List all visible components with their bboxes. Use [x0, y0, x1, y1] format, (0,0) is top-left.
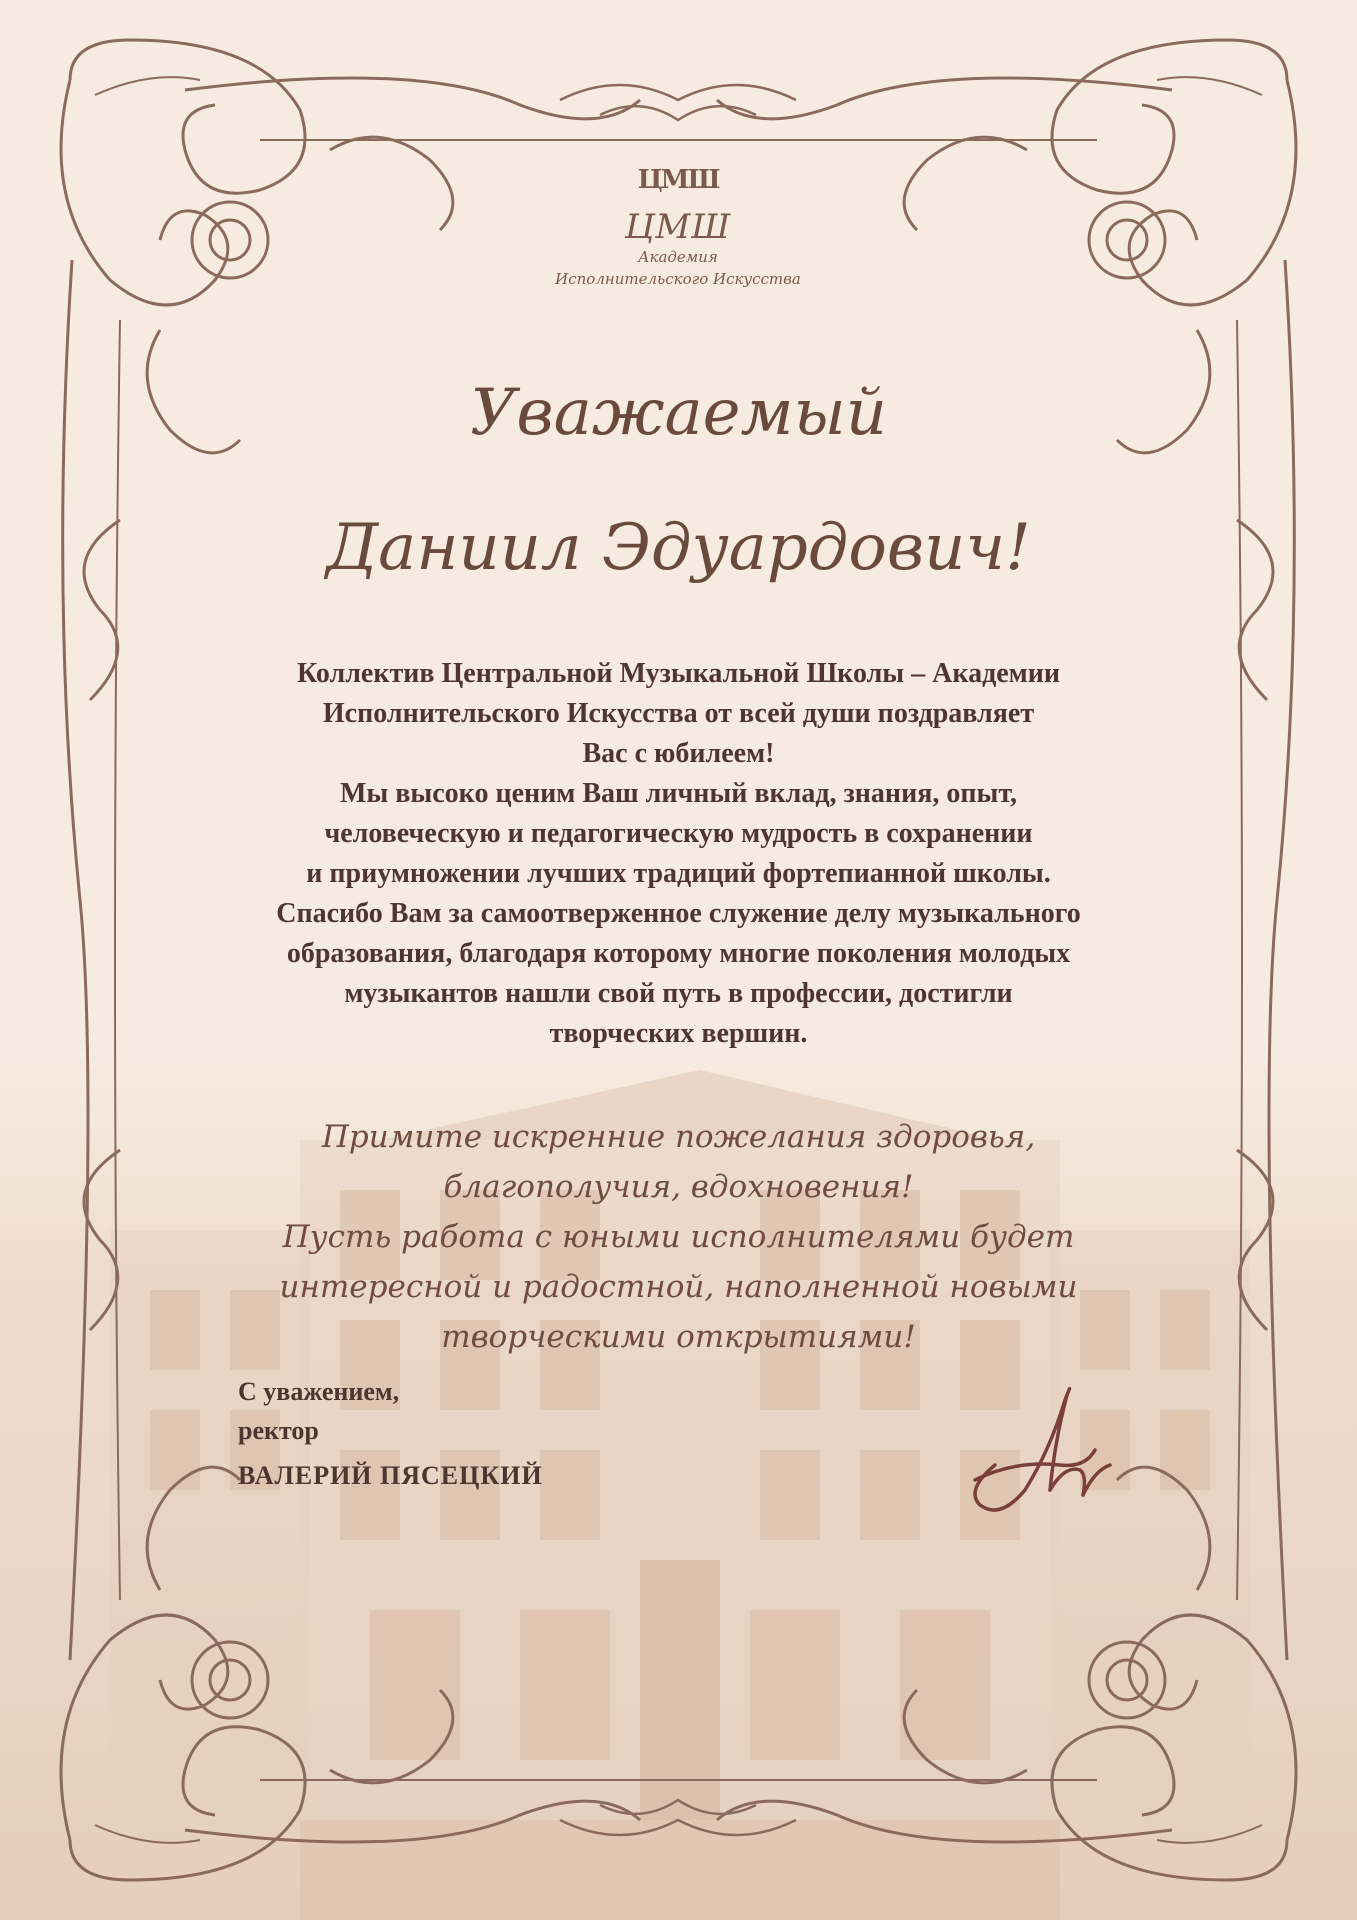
wishes-line: благополучия, вдохновения! [443, 1169, 914, 1205]
wishes-line: Примите искренние пожелания здоровья, [321, 1119, 1036, 1155]
logo-line-1: Академия [638, 248, 718, 266]
wishes-text [200, 1112, 1157, 1362]
body-line: музыкантов нашли свой путь в профессии, достигли [344, 978, 1013, 1009]
signer-name: ВАЛЕРИЙ ПЯСЕЦКИЙ [238, 1461, 543, 1490]
body-line: и приумножении лучших традиций фортепианной школы. [306, 858, 1051, 889]
signature-block [238, 1372, 543, 1495]
body-line: Исполнительского Искусства от всей души поздравляет [322, 698, 1035, 729]
body-line: Вас с юбилеем! [582, 738, 775, 769]
wishes-line: Пусть работа с юными исполнителями будет [282, 1219, 1075, 1255]
wishes-line: творческими открытиями! [441, 1319, 916, 1355]
body-line: образования, благодаря которому многие поколения молодых [286, 938, 1071, 969]
congratulation-text [170, 654, 1187, 1054]
logo-abbreviation: ЦМШ [624, 207, 732, 247]
body-line: Спасибо Вам за самоотверженное служение делу музыкального [276, 898, 1081, 929]
body-line: Коллектив Центральной Музыкальной Школы – Академии [296, 658, 1061, 689]
regards-text: С уважением, [238, 1377, 400, 1406]
body-line: творческих вершин. [549, 1018, 808, 1049]
logo-line-2: Исполнительского Искусства [555, 270, 801, 288]
school-logo [528, 152, 828, 290]
body-line: человеческую и педагогическую мудрость в сохранении [324, 818, 1033, 849]
handwritten-signature [955, 1370, 1130, 1520]
wishes-line: интересной и радостной, наполненной новыми [279, 1269, 1078, 1305]
salutation-line-2: Даниил Эдуардович! [326, 511, 1031, 585]
salutation-line-1: Уважаемый [470, 376, 887, 450]
signer-title: ректор [238, 1416, 319, 1445]
body-line: Мы высоко ценим Ваш личный вклад, знания, опыт, [339, 778, 1017, 809]
logo-monogram: ЦМШ [637, 165, 719, 195]
